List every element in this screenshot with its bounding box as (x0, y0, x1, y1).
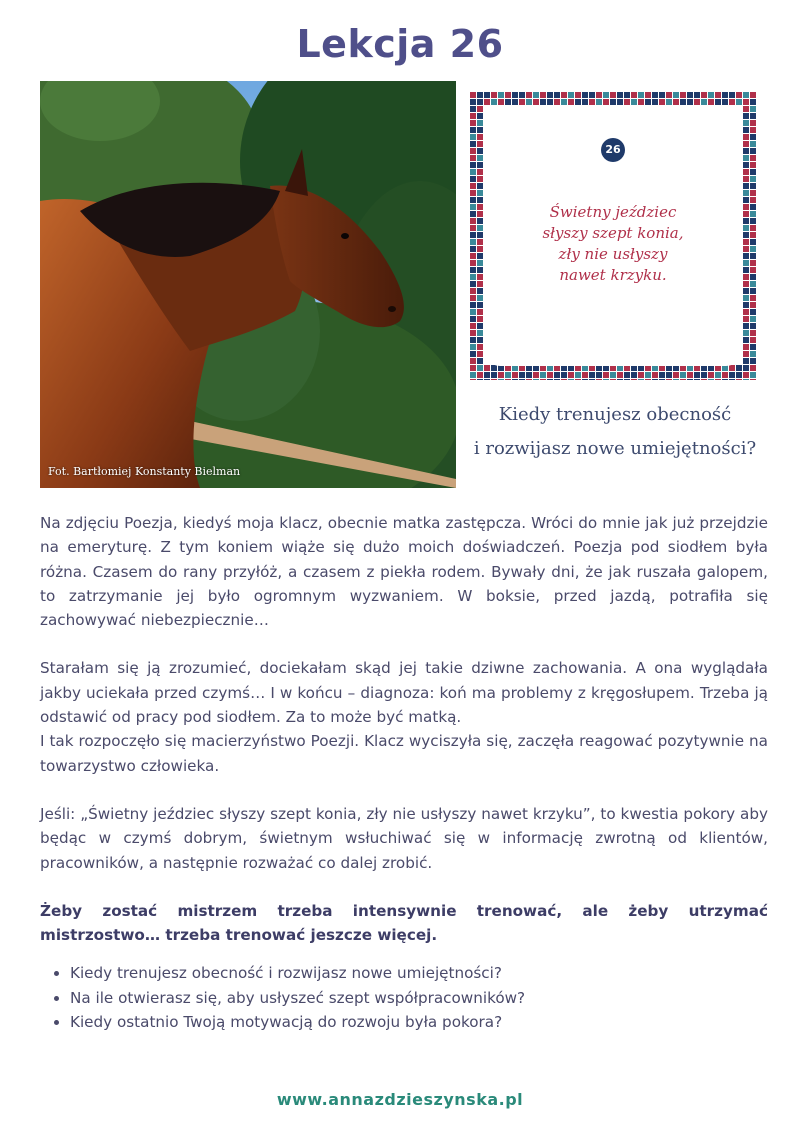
list-item: • Kiedy ostatnio Twoją motywacją do rozwoju była pokora? (70, 1010, 768, 1034)
horse-photo-illustration (40, 81, 456, 488)
paragraph: Jeśli: „Świetny jeździec słyszy szept konia, zły nie usłyszy nawet krzyku”, to kwestia pokory aby będąc w czymś dobrym, świetnym wsłuchiwać się w informację zwrotną od klientów, pracowników, a następnie rozważać co dalej zrobić. (40, 804, 768, 872)
quote-card-inner (484, 106, 742, 366)
quote-line: Świetny jeździec (549, 203, 677, 221)
article-body (40, 511, 768, 1034)
quote-line: nawet krzyku. (559, 266, 667, 284)
paragraph: Starałam się ją zrozumieć, dociekałam skąd jej takie dziwne zachowania. A ona wyglądała jakby uciekała przed czymś… I w końcu – diagnoza: koń ma problemy z kręgosłupem. Trzeba ją odstawić od pracy pod siodłem. Za to może być matką. (40, 659, 768, 727)
quote-text (494, 202, 732, 286)
question-line: i rozwijasz nowe umiejętności? (473, 438, 757, 459)
lesson-number-badge: 26 (601, 138, 625, 162)
question-list (40, 961, 768, 1034)
paragraph: I tak rozpoczęło się macierzyństwo Poezji. Klacz wyciszyła się, zaczęła reagować pozytywnie na towarzystwo człowieka. (40, 732, 768, 775)
question-line: Kiedy trenujesz obecność (498, 404, 732, 425)
paragraph: Na zdjęciu Poezja, kiedyś moja klacz, obecnie matka zastępcza. Wróci do mnie jak już przejdzie na emeryturę. Z tym koniem wiąże się dużo moich doświadczeń. Poezja pod siodłem była różna. Czasem do rany przyłóż, a czasem z piekła rodem. Bywały dni, że jak ruszała galopem, to zatrzymanie jej było ogromnym wyzwaniem. W boksie, przed jazdą, potrafiła się zachowywać niebezpiecznie… (40, 514, 768, 630)
photo-caption: Fot. Bartłomiej Konstanty Bielman (48, 465, 241, 478)
horse-photo (40, 81, 456, 488)
list-item: • Kiedy trenujesz obecność i rozwijasz nowe umiejętności? (70, 961, 768, 985)
website-link[interactable]: www.annazdzieszynska.pl (276, 1090, 524, 1109)
bold-paragraph: Żeby zostać mistrzem trzeba intensywnie trenować, ale żeby utrzymać mistrzostwo… trzeba trenować jeszcze więcej. (40, 901, 768, 945)
question-heading (460, 398, 770, 466)
page-title: Lekcja 26 (296, 22, 504, 66)
quote-card (470, 92, 756, 380)
quote-line: zły nie usłyszy (558, 245, 668, 263)
quote-line: słyszy szept konia, (542, 224, 684, 242)
list-item: • Na ile otwierasz się, aby usłyszeć szept współpracowników? (70, 986, 768, 1010)
